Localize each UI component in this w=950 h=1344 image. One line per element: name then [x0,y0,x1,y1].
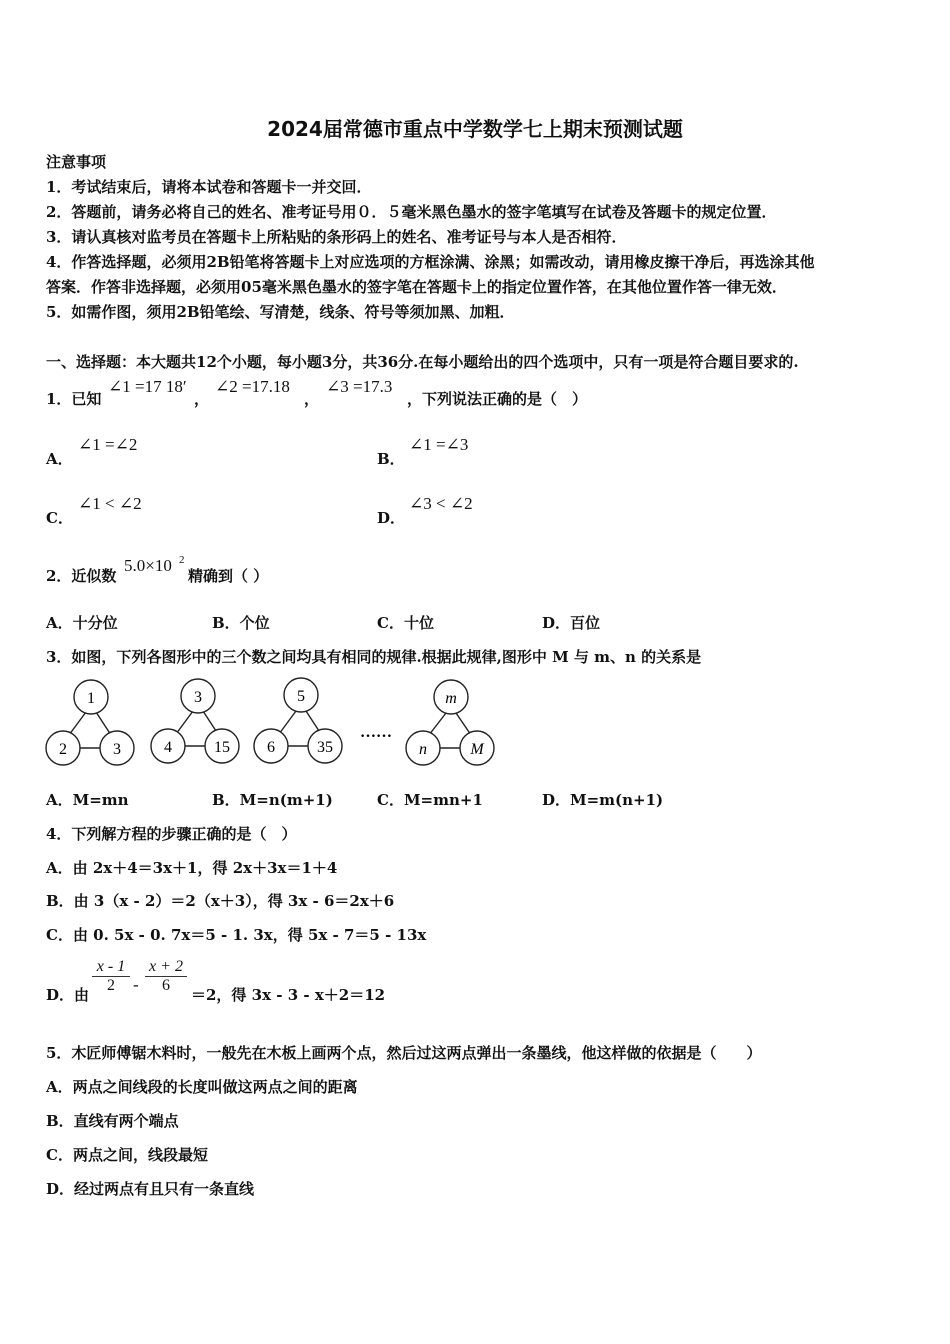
q3-fig1-right: 3 [113,741,121,758]
q5-option-a: A．两点之间线段的长度叫做这两点之间的距离 [46,1078,358,1096]
q1-prefix: 1．已知 [46,390,102,408]
q1-angle-1: ∠1 =17 18′ [108,377,187,396]
q3-option-d: D．M=m(n+1) [542,791,664,809]
q1-option-c-label: C． [46,509,73,527]
q5-option-c: C．两点之间，线段最短 [46,1146,208,1164]
q4-fraction-1-numerator: x - 1 [92,958,130,977]
notice-item-4: 4．作答选择题，必须用2B铅笔将答题卡上对应选项的方框涂满、涂黑；如需改动，请用橡皮擦干净后，再选涂其他 [46,253,815,271]
q4-option-a: A．由 2x＋4＝3x＋1，得 2x＋3x＝1＋4 [46,859,338,877]
q3-option-c: C．M=mn+1 [377,791,483,809]
q4-option-d-prefix: D．由 [46,986,90,1004]
q4-fraction-1 [92,958,130,995]
notice-item-4-cont: 答案．作答非选择题，必须用05毫米黑色墨水的签字笔在答题卡上的指定位置作答，在其他位置作答一律无效． [46,278,787,296]
q3-stem: 3．如图，下列各图形中的三个数之间均具有相同的规律.根据此规律,图形中 M 与 m、n 的关系是 [46,648,702,666]
q1-suffix: ，下列说法正确的是（ ） [407,390,588,408]
section-heading: 一、选择题：本大题共12个小题，每小题3分，共36分.在每小题给出的四个选项中，只有一项是符合题目要求的. [46,353,799,371]
notice-heading: 注意事项 [46,153,107,171]
q3-fig1-left: 2 [59,741,67,758]
q5-option-b: B．直线有两个端点 [46,1112,179,1130]
q4-fraction-2-denominator: 6 [162,977,170,994]
page-title: 2024届常德市重点中学数学七上期末预测试题 [267,117,683,141]
q4-stem: 4．下列解方程的步骤正确的是（ ） [46,825,297,843]
notice-item-3: 3．请认真核对监考员在答题卡上所粘贴的条形码上的姓名、准考证号与本人是否相符． [46,228,627,246]
q4-option-b: B．由 3（x - 2）＝2（x＋3），得 3x - 6＝2x＋6 [46,892,395,910]
q2-option-c: C．十位 [377,614,434,632]
q1-option-b-math: ∠1 =∠3 [409,435,469,454]
q3-fig2-right: 15 [214,739,230,756]
q1-option-d-math: ∠3 < ∠2 [409,494,473,513]
q3-fig3-right: 35 [317,739,333,756]
q3-fig4-top: m [445,690,457,707]
q3-fig4-left: n [419,741,427,758]
notice-item-1: 1．考试结束后，请将本试卷和答题卡一并交回． [46,178,372,196]
q5-stem: 5．木匠师傅锯木料时，一般先在木板上画两个点，然后过这两点弹出一条墨线，他这样做的依据是（ ） [46,1044,762,1062]
q4-fraction-2-numerator: x + 2 [145,958,187,977]
q4-option-c: C．由 0. 5x - 0. 7x＝5 - 1. 3x，得 5x - 7＝5 - 13x [46,926,427,944]
q4-fraction-1-denominator: 2 [107,977,115,994]
q4-minus: - [133,975,139,994]
q1-angle-2: ∠2 =17.18 [215,377,290,396]
notice-item-5: 5．如需作图，须用2B铅笔绘、写清楚，线条、符号等须加黑、加粗． [46,303,515,321]
q2-option-a: A．十分位 [46,614,118,632]
q1-option-a-label: A． [46,450,73,468]
q4-option-d-suffix: ＝2，得 3x - 3 - x＋2＝12 [191,986,386,1004]
q2-prefix: 2．近似数 [46,567,117,585]
q3-ellipsis: …… [360,724,392,741]
q3-fig2-top: 3 [194,689,202,706]
q1-option-c-math: ∠1 < ∠2 [78,494,142,513]
q3-figures [40,675,505,775]
q1-option-d-label: D． [377,509,406,527]
q3-fig2-left: 4 [164,739,172,756]
q1-sep-1: ， [194,390,210,408]
q3-fig3-left: 6 [267,739,275,756]
q1-option-b-label: B． [377,450,405,468]
q2-suffix: 精确到（ ） [188,567,269,585]
q3-fig4-right: M [470,741,484,758]
q1-angle-3: ∠3 =17.3 [326,377,393,396]
q3-option-a: A．M=mn [46,791,129,809]
q2-option-d: D．百位 [542,614,601,632]
q3-fig1-top: 1 [87,690,95,707]
q3-option-b: B．M=n(m+1) [212,791,333,809]
q1-option-a-math: ∠1 =∠2 [78,435,138,454]
q2-option-b: B．个位 [212,614,270,632]
q1-sep-2: ， [304,390,320,408]
notice-item-2: 2．答题前，请务必将自己的姓名、准考证号用０．５毫米黑色墨水的签字笔填写在试卷及答题卡的规定位置． [46,203,777,221]
q5-option-d: D．经过两点有且只有一条直线 [46,1180,255,1198]
q3-fig3-top: 5 [297,688,305,705]
q2-number: 5.0×10 [124,556,172,575]
q2-exponent: 2 [179,554,185,566]
q4-fraction-2 [145,958,187,995]
